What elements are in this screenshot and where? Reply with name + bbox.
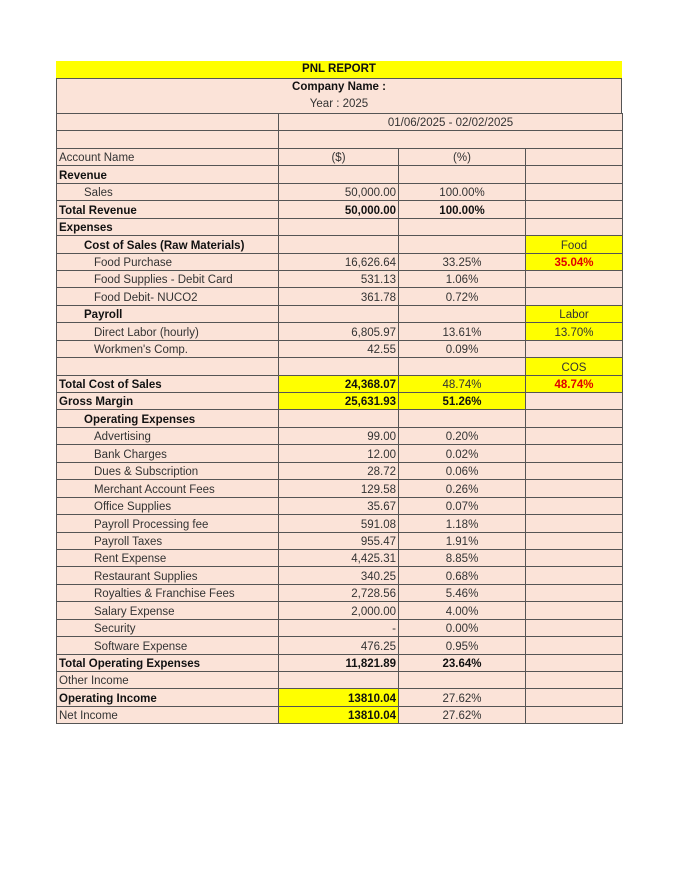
side-metric-cell	[526, 549, 623, 566]
side-metric-cell: Labor	[526, 305, 623, 322]
amount-cell: 42.55	[279, 340, 399, 357]
percent-cell	[399, 305, 526, 322]
table-row	[57, 427, 623, 444]
account-name-cell: Bank Charges	[57, 445, 279, 462]
side-metric-cell	[526, 427, 623, 444]
amount-cell: 12.00	[279, 445, 399, 462]
percent-cell	[399, 410, 526, 427]
amount-cell: -	[279, 619, 399, 636]
col-side	[526, 148, 623, 165]
account-name-cell: Revenue	[57, 166, 279, 183]
account-name-cell: Cost of Sales (Raw Materials)	[57, 236, 279, 253]
account-name-cell: Payroll Processing fee	[57, 515, 279, 532]
amount-cell: 13810.04	[279, 689, 399, 706]
side-metric-cell	[526, 567, 623, 584]
table-row	[57, 410, 623, 427]
header-block	[56, 78, 622, 113]
account-name-cell: Salary Expense	[57, 602, 279, 619]
table-row	[57, 236, 623, 253]
amount-cell: 2,000.00	[279, 602, 399, 619]
amount-cell: 6,805.97	[279, 323, 399, 340]
side-metric-cell	[526, 637, 623, 654]
account-name-cell: Workmen's Comp.	[57, 340, 279, 357]
table-row	[57, 166, 623, 183]
table-row	[57, 515, 623, 532]
table-row	[57, 288, 623, 305]
side-metric-cell	[526, 218, 623, 235]
table-row	[57, 689, 623, 706]
col-amount: ($)	[279, 148, 399, 165]
amount-cell: 99.00	[279, 427, 399, 444]
col-account-name: Account Name	[57, 148, 279, 165]
table-row	[57, 497, 623, 514]
percent-cell: 0.68%	[399, 567, 526, 584]
table-row	[57, 445, 623, 462]
amount-cell: 11,821.89	[279, 654, 399, 671]
amount-cell: 4,425.31	[279, 549, 399, 566]
percent-cell: 27.62%	[399, 689, 526, 706]
account-name-cell: Sales	[57, 183, 279, 200]
account-name-cell: Gross Margin	[57, 393, 279, 410]
side-metric-cell: COS	[526, 358, 623, 375]
table-row	[57, 480, 623, 497]
side-metric-cell: 13.70%	[526, 323, 623, 340]
side-metric-cell	[526, 689, 623, 706]
side-metric-cell	[526, 393, 623, 410]
account-name-cell: Direct Labor (hourly)	[57, 323, 279, 340]
account-name-cell: Other Income	[57, 672, 279, 689]
date-range-blank	[57, 114, 279, 131]
side-metric-cell	[526, 515, 623, 532]
percent-cell: 0.02%	[399, 445, 526, 462]
pnl-report-sheet	[56, 61, 622, 724]
percent-cell	[399, 236, 526, 253]
side-metric-cell: 48.74%	[526, 375, 623, 392]
side-metric-cell	[526, 410, 623, 427]
amount-cell: 129.58	[279, 480, 399, 497]
amount-cell: 531.13	[279, 270, 399, 287]
amount-cell: 13810.04	[279, 706, 399, 723]
account-name-cell: Royalties & Franchise Fees	[57, 584, 279, 601]
percent-cell: 100.00%	[399, 183, 526, 200]
amount-cell: 2,728.56	[279, 584, 399, 601]
account-name-cell: Advertising	[57, 427, 279, 444]
amount-cell	[279, 358, 399, 375]
spacer-row	[57, 131, 623, 148]
pnl-table	[56, 113, 623, 724]
account-name-cell: Net Income	[57, 706, 279, 723]
percent-cell: 0.06%	[399, 462, 526, 479]
amount-cell	[279, 218, 399, 235]
amount-cell: 35.67	[279, 497, 399, 514]
side-metric-cell	[526, 532, 623, 549]
account-name-cell: Food Supplies - Debit Card	[57, 270, 279, 287]
account-name-cell: Operating Expenses	[57, 410, 279, 427]
amount-cell: 16,626.64	[279, 253, 399, 270]
table-row	[57, 201, 623, 218]
table-row	[57, 532, 623, 549]
table-row	[57, 672, 623, 689]
amount-cell: 361.78	[279, 288, 399, 305]
percent-cell	[399, 218, 526, 235]
side-metric-cell	[526, 497, 623, 514]
table-row	[57, 323, 623, 340]
percent-cell: 5.46%	[399, 584, 526, 601]
account-name-cell: Total Cost of Sales	[57, 375, 279, 392]
percent-cell: 0.20%	[399, 427, 526, 444]
account-name-cell: Rent Expense	[57, 549, 279, 566]
account-name-cell: Restaurant Supplies	[57, 567, 279, 584]
report-title: PNL REPORT	[56, 61, 622, 78]
percent-cell: 0.09%	[399, 340, 526, 357]
percent-cell: 48.74%	[399, 375, 526, 392]
percent-cell: 0.95%	[399, 637, 526, 654]
amount-cell: 28.72	[279, 462, 399, 479]
percent-cell: 100.00%	[399, 201, 526, 218]
account-name-cell: Operating Income	[57, 689, 279, 706]
amount-cell: 25,631.93	[279, 393, 399, 410]
table-row	[57, 584, 623, 601]
side-metric-cell	[526, 340, 623, 357]
amount-cell	[279, 672, 399, 689]
percent-cell: 8.85%	[399, 549, 526, 566]
side-metric-cell	[526, 288, 623, 305]
account-name-cell: Food Purchase	[57, 253, 279, 270]
amount-cell: 50,000.00	[279, 201, 399, 218]
table-row	[57, 340, 623, 357]
amount-cell	[279, 166, 399, 183]
side-metric-cell	[526, 706, 623, 723]
table-row	[57, 393, 623, 410]
side-metric-cell	[526, 166, 623, 183]
account-name-cell: Expenses	[57, 218, 279, 235]
amount-cell: 50,000.00	[279, 183, 399, 200]
company-name-label: Company Name :	[292, 81, 386, 93]
percent-cell: 33.25%	[399, 253, 526, 270]
col-percent: (%)	[399, 148, 526, 165]
side-metric-cell	[526, 584, 623, 601]
table-row	[57, 375, 623, 392]
account-name-cell: Software Expense	[57, 637, 279, 654]
account-name-cell: Office Supplies	[57, 497, 279, 514]
percent-cell: 0.72%	[399, 288, 526, 305]
spacer-cell	[279, 131, 623, 148]
percent-cell: 51.26%	[399, 393, 526, 410]
year-label: Year : 2025	[309, 98, 369, 110]
amount-cell: 476.25	[279, 637, 399, 654]
table-row	[57, 549, 623, 566]
side-metric-cell	[526, 619, 623, 636]
table-row	[57, 462, 623, 479]
account-name-cell	[57, 358, 279, 375]
table-row	[57, 567, 623, 584]
amount-cell	[279, 410, 399, 427]
side-metric-cell	[526, 602, 623, 619]
table-row	[57, 619, 623, 636]
percent-cell: 27.62%	[399, 706, 526, 723]
table-row	[57, 183, 623, 200]
table-row	[57, 637, 623, 654]
amount-cell	[279, 305, 399, 322]
table-row	[57, 270, 623, 287]
side-metric-cell	[526, 201, 623, 218]
account-name-cell: Security	[57, 619, 279, 636]
percent-cell: 1.91%	[399, 532, 526, 549]
side-metric-cell	[526, 672, 623, 689]
table-row	[57, 305, 623, 322]
amount-cell: 340.25	[279, 567, 399, 584]
percent-cell	[399, 672, 526, 689]
account-name-cell: Payroll	[57, 305, 279, 322]
table-row	[57, 253, 623, 270]
date-range-row	[57, 114, 623, 131]
account-name-cell: Food Debit- NUCO2	[57, 288, 279, 305]
spacer-cell	[57, 131, 279, 148]
table-row	[57, 218, 623, 235]
percent-cell: 23.64%	[399, 654, 526, 671]
percent-cell: 0.26%	[399, 480, 526, 497]
account-name-cell: Merchant Account Fees	[57, 480, 279, 497]
amount-cell: 955.47	[279, 532, 399, 549]
percent-cell: 0.07%	[399, 497, 526, 514]
percent-cell: 1.06%	[399, 270, 526, 287]
side-metric-cell	[526, 270, 623, 287]
amount-cell: 591.08	[279, 515, 399, 532]
account-name-cell: Dues & Subscription	[57, 462, 279, 479]
table-row	[57, 706, 623, 723]
percent-cell	[399, 166, 526, 183]
side-metric-cell: 35.04%	[526, 253, 623, 270]
percent-cell: 4.00%	[399, 602, 526, 619]
side-metric-cell	[526, 654, 623, 671]
account-name-cell: Total Operating Expenses	[57, 654, 279, 671]
side-metric-cell	[526, 480, 623, 497]
account-name-cell: Total Revenue	[57, 201, 279, 218]
amount-cell: 24,368.07	[279, 375, 399, 392]
percent-cell: 13.61%	[399, 323, 526, 340]
percent-cell: 0.00%	[399, 619, 526, 636]
side-metric-cell	[526, 183, 623, 200]
table-row	[57, 654, 623, 671]
side-metric-cell	[526, 445, 623, 462]
account-name-cell: Payroll Taxes	[57, 532, 279, 549]
side-metric-cell	[526, 462, 623, 479]
amount-cell	[279, 236, 399, 253]
side-metric-cell: Food	[526, 236, 623, 253]
date-range: 01/06/2025 - 02/02/2025	[279, 114, 623, 131]
percent-cell: 1.18%	[399, 515, 526, 532]
column-header-row	[57, 148, 623, 165]
table-row	[57, 602, 623, 619]
table-row	[57, 358, 623, 375]
percent-cell	[399, 358, 526, 375]
